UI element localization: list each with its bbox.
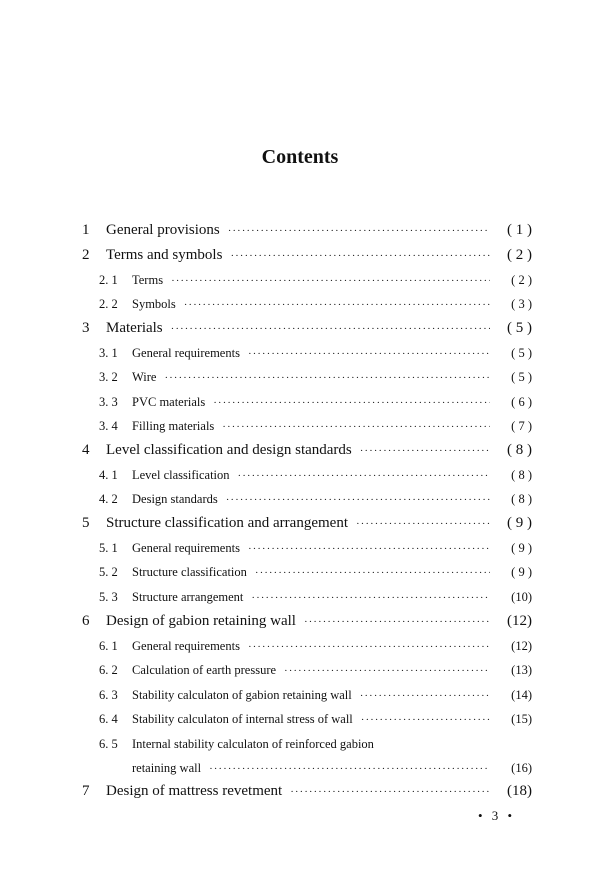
section-title: General requirements bbox=[132, 541, 240, 555]
page-number: ( 6 ) bbox=[511, 395, 532, 409]
toc-entry[interactable] bbox=[99, 663, 532, 678]
section-title: Internal stability calculaton of reinforced gabion bbox=[132, 737, 374, 751]
section-title: Stability calculaton of internal stress of wall bbox=[132, 712, 353, 726]
section-number: 2. 2 bbox=[99, 297, 118, 311]
dot-leader bbox=[356, 518, 490, 530]
dot-leader bbox=[248, 348, 490, 360]
section-title: Structure arrangement bbox=[132, 590, 244, 604]
page-title: Contents bbox=[261, 146, 339, 168]
dot-leader bbox=[255, 567, 490, 579]
section-title: Terms and symbols bbox=[106, 247, 223, 263]
section-number: 3. 3 bbox=[99, 395, 118, 409]
page-number: ( 8 ) bbox=[507, 442, 532, 458]
section-title: Design of mattress revetment bbox=[106, 783, 283, 799]
section-number: 6. 3 bbox=[99, 688, 118, 702]
toc-entry[interactable] bbox=[99, 688, 532, 703]
toc-entry[interactable] bbox=[99, 492, 532, 507]
page-number: ( 5 ) bbox=[507, 320, 532, 336]
page-number: ( 2 ) bbox=[507, 247, 532, 263]
page-number: ( 5 ) bbox=[511, 346, 532, 360]
page-number: (10) bbox=[511, 590, 532, 604]
toc-entry[interactable] bbox=[99, 346, 532, 361]
toc-entry[interactable] bbox=[99, 419, 532, 434]
toc-entry[interactable] bbox=[82, 320, 532, 337]
section-title: Filling materials bbox=[132, 419, 215, 433]
section-number: 4 bbox=[82, 442, 90, 458]
dot-leader bbox=[222, 421, 490, 433]
page-number: (13) bbox=[511, 663, 532, 677]
page-number: (12) bbox=[507, 613, 532, 629]
dot-leader bbox=[251, 592, 490, 604]
page-number: ( 9 ) bbox=[507, 515, 532, 531]
page-number: (15) bbox=[511, 712, 532, 726]
section-number: 5 bbox=[82, 515, 90, 531]
section-number: 5. 2 bbox=[99, 565, 118, 579]
page-number: (14) bbox=[511, 688, 532, 702]
dot-leader bbox=[238, 470, 490, 482]
toc-entry[interactable] bbox=[99, 639, 532, 654]
toc-entry[interactable] bbox=[82, 783, 532, 800]
toc-entry[interactable] bbox=[99, 370, 532, 385]
dot-leader bbox=[164, 372, 490, 384]
page-number: ( 9 ) bbox=[511, 541, 532, 555]
page-number: ( 8 ) bbox=[511, 492, 532, 506]
page-number: ( 7 ) bbox=[511, 419, 532, 433]
section-title: Structure classification bbox=[132, 565, 247, 579]
toc-entry[interactable] bbox=[99, 541, 532, 556]
section-number: 4. 2 bbox=[99, 492, 118, 506]
section-title: retaining wall bbox=[132, 761, 202, 775]
toc-entry[interactable] bbox=[82, 247, 532, 264]
dot-leader bbox=[284, 665, 490, 677]
section-title: Design of gabion retaining wall bbox=[106, 613, 296, 629]
section-number: 6. 2 bbox=[99, 663, 118, 677]
section-title: Structure classification and arrangement bbox=[106, 515, 348, 531]
page-folio: • 3 • bbox=[478, 808, 516, 823]
section-title: General provisions bbox=[106, 222, 220, 238]
dot-leader bbox=[290, 786, 490, 798]
page-number: ( 3 ) bbox=[511, 297, 532, 311]
dot-leader bbox=[184, 299, 490, 311]
section-title: General requirements bbox=[132, 639, 240, 653]
section-number: 2. 1 bbox=[99, 273, 118, 287]
section-title: Level classification and design standards bbox=[106, 442, 352, 458]
section-number: 3. 4 bbox=[99, 419, 118, 433]
section-title: General requirements bbox=[132, 346, 240, 360]
toc-entry-continuation[interactable] bbox=[132, 761, 532, 776]
dot-leader bbox=[209, 763, 490, 775]
page-number: ( 8 ) bbox=[511, 468, 532, 482]
section-number: 3 bbox=[82, 320, 90, 336]
dot-leader bbox=[360, 690, 490, 702]
section-number: 3. 1 bbox=[99, 346, 118, 360]
section-title: Calculation of earth pressure bbox=[132, 663, 277, 677]
toc-entry[interactable] bbox=[82, 613, 532, 630]
section-title: Design standards bbox=[132, 492, 218, 506]
section-title: Stability calculaton of gabion retaining wall bbox=[132, 688, 352, 702]
toc-entry[interactable] bbox=[99, 737, 532, 752]
toc-entry[interactable] bbox=[82, 442, 532, 459]
toc-entry[interactable] bbox=[82, 515, 532, 532]
toc-entry[interactable] bbox=[99, 565, 532, 580]
page-number: ( 9 ) bbox=[511, 565, 532, 579]
dot-leader bbox=[304, 616, 490, 628]
section-number: 6. 4 bbox=[99, 712, 118, 726]
page-number: (18) bbox=[507, 783, 532, 799]
section-title: Level classification bbox=[132, 468, 230, 482]
dot-leader bbox=[228, 225, 490, 237]
dot-leader bbox=[171, 323, 490, 335]
toc-entry[interactable] bbox=[99, 468, 532, 483]
section-number: 5. 3 bbox=[99, 590, 118, 604]
toc-entry[interactable] bbox=[99, 297, 532, 312]
page-number: (12) bbox=[511, 639, 532, 653]
dot-leader bbox=[226, 494, 490, 506]
dot-leader bbox=[248, 543, 490, 555]
dot-leader bbox=[361, 714, 490, 726]
toc-entry[interactable] bbox=[82, 222, 532, 239]
page-number: (16) bbox=[511, 761, 532, 775]
section-title: Terms bbox=[132, 273, 164, 287]
dot-leader bbox=[360, 445, 490, 457]
section-number: 4. 1 bbox=[99, 468, 118, 482]
section-title: Symbols bbox=[132, 297, 176, 311]
section-number: 6. 5 bbox=[99, 737, 118, 751]
toc-entry[interactable] bbox=[99, 712, 532, 727]
dot-leader bbox=[248, 641, 490, 653]
page-number: ( 5 ) bbox=[511, 370, 532, 384]
section-number: 7 bbox=[82, 783, 90, 799]
section-title: Materials bbox=[106, 320, 163, 336]
section-number: 3. 2 bbox=[99, 370, 118, 384]
dot-leader bbox=[171, 275, 490, 287]
section-title: Wire bbox=[132, 370, 157, 384]
page-number: ( 1 ) bbox=[507, 222, 532, 238]
dot-leader bbox=[213, 397, 490, 409]
toc-entry[interactable] bbox=[99, 590, 532, 605]
section-number: 2 bbox=[82, 247, 90, 263]
section-number: 6 bbox=[82, 613, 90, 629]
section-number: 5. 1 bbox=[99, 541, 118, 555]
toc-entry[interactable] bbox=[99, 395, 532, 410]
toc-entry[interactable] bbox=[99, 273, 532, 288]
dot-leader bbox=[230, 250, 490, 262]
page-number: ( 2 ) bbox=[511, 273, 532, 287]
section-number: 1 bbox=[82, 222, 90, 238]
section-title: PVC materials bbox=[132, 395, 206, 409]
section-number: 6. 1 bbox=[99, 639, 118, 653]
